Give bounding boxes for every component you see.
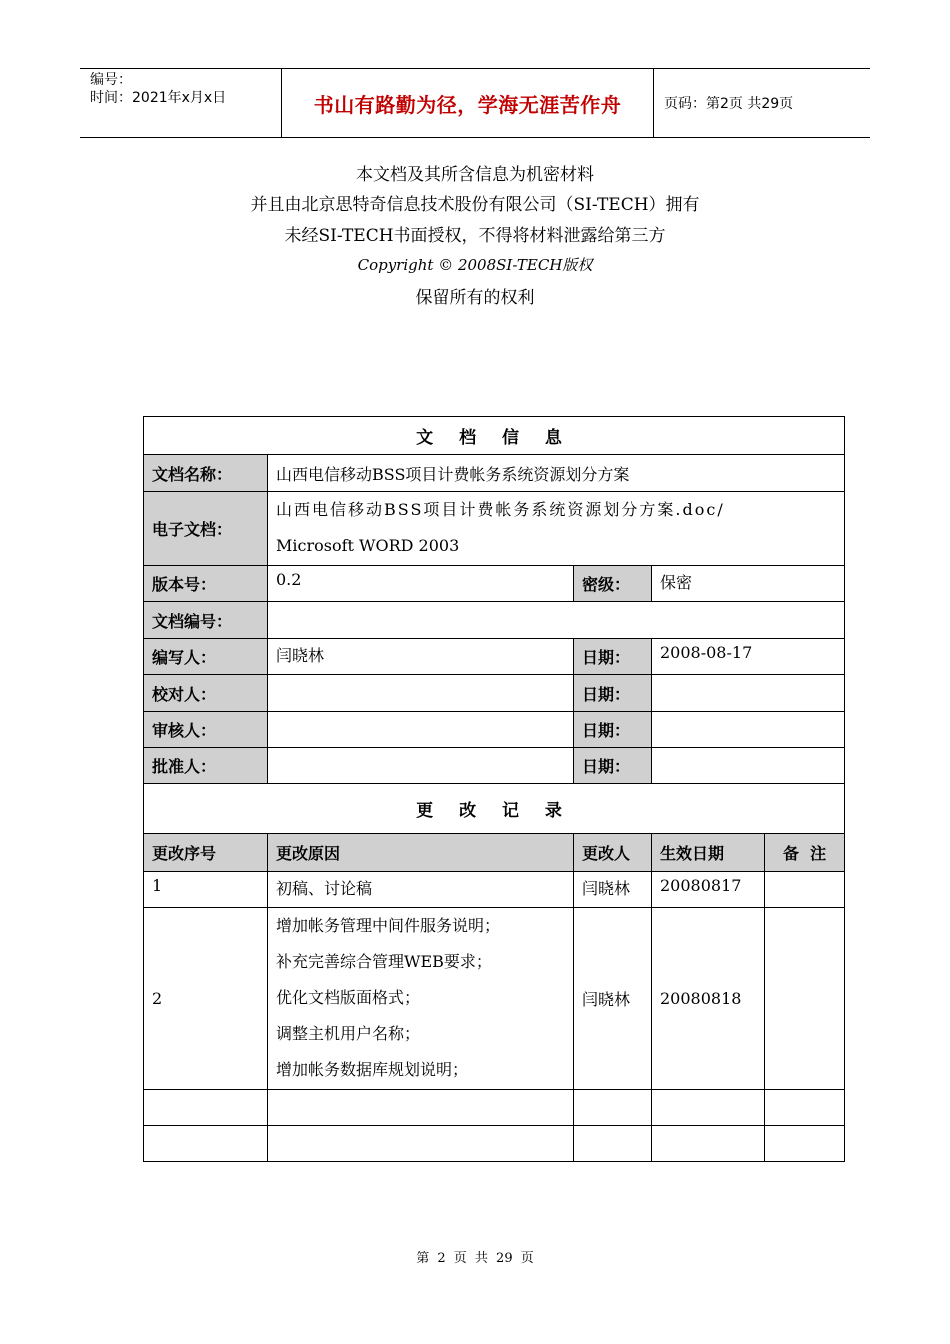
page-info: 页码：第2页 共29页 [664, 96, 794, 112]
number-label: 编号： [90, 72, 132, 88]
table-row [144, 1090, 845, 1126]
effective-date: 20080818 [652, 908, 765, 1090]
motto-text: 书山有路勤为径，学海无涯苦作舟 [313, 92, 622, 117]
change-no: 1 [144, 872, 268, 908]
reviewer-value [268, 712, 574, 748]
empty-cell [652, 1126, 765, 1162]
secret-level-label: 密级： [574, 566, 652, 602]
changer: 闫晓林 [574, 908, 652, 1090]
confidential-line-3: 未经SI-TECH书面授权，不得将材料泄露给第三方 [284, 226, 666, 246]
secret-level-value: 保密 [652, 566, 845, 602]
empty-cell [268, 1090, 574, 1126]
change-reason-item: 增加帐务管理中间件服务说明； [276, 916, 501, 935]
reviewer-date-label: 日期： [574, 712, 652, 748]
author-date-label: 日期： [574, 639, 652, 675]
change-reason-item: 增加帐务数据库规划说明； [276, 1060, 469, 1079]
approver-date-value [652, 748, 845, 784]
empty-cell [574, 1090, 652, 1126]
table-row [144, 1126, 845, 1162]
empty-cell [268, 1126, 574, 1162]
doc-number-value [268, 602, 845, 639]
empty-cell [652, 1090, 765, 1126]
header-motto-cell [282, 69, 654, 137]
col-header-remarks: 备 注 [765, 834, 845, 872]
empty-cell [574, 1126, 652, 1162]
checker-value [268, 675, 574, 712]
author-date-value: 2008-08-17 [652, 639, 845, 675]
document-info-table [143, 416, 845, 1162]
col-header-effective-date: 生效日期 [652, 834, 765, 872]
change-reason: 初稿、讨论稿 [268, 872, 574, 908]
change-no: 2 [144, 908, 268, 1090]
remarks [765, 872, 845, 908]
change-reason [268, 908, 574, 1090]
reviewer-date-value [652, 712, 845, 748]
approver-value [268, 748, 574, 784]
copyright-line: Copyright © 2008SI-TECH版权 [357, 256, 593, 274]
empty-cell [144, 1090, 268, 1126]
reviewer-label: 审核人： [144, 712, 268, 748]
header-page-cell [654, 69, 870, 137]
doc-name-label: 文档名称： [144, 455, 268, 492]
approver-label: 批准人： [144, 748, 268, 784]
checker-date-label: 日期： [574, 675, 652, 712]
col-header-changer: 更改人 [574, 834, 652, 872]
page-header [80, 68, 870, 138]
electronic-doc-value [268, 492, 845, 566]
confidential-line-1: 本文档及其所含信息为机密材料 [356, 165, 594, 185]
electronic-doc-label: 电子文档： [144, 492, 268, 566]
change-reason-item: 调整主机用户名称； [276, 1024, 421, 1043]
checker-date-value [652, 675, 845, 712]
author-value: 闫晓林 [268, 639, 574, 675]
change-log-title: 更 改 记 录 [144, 784, 845, 834]
confidential-line-2: 并且由北京思特奇信息技术股份有限公司（SI-TECH）拥有 [250, 195, 700, 215]
time-label: 时间：2021年x月x日 [90, 90, 227, 106]
effective-date: 20080817 [652, 872, 765, 908]
empty-cell [765, 1090, 845, 1126]
change-reason-item: 补充完善综合管理WEB要求； [276, 952, 492, 971]
confidential-line-5: 保留所有的权利 [415, 288, 535, 308]
empty-cell [765, 1126, 845, 1162]
col-header-change-no: 更改序号 [144, 834, 268, 872]
col-header-change-reason: 更改原因 [268, 834, 574, 872]
author-label: 编写人： [144, 639, 268, 675]
electronic-doc-filename: 山西电信移动BSS项目计费帐务系统资源划分方案.doc/ [276, 500, 725, 519]
header-meta-cell [80, 69, 282, 137]
approver-date-label: 日期： [574, 748, 652, 784]
changer: 闫晓林 [574, 872, 652, 908]
electronic-doc-format: Microsoft WORD 2003 [276, 536, 460, 555]
doc-number-label: 文档编号： [144, 602, 268, 639]
remarks [765, 908, 845, 1090]
doc-info-title: 文 档 信 息 [144, 417, 845, 455]
empty-cell [144, 1126, 268, 1162]
table-row [144, 908, 845, 1090]
version-value: 0.2 [268, 566, 574, 602]
page-footer: 第 2 页 共 29 页 [416, 1251, 534, 1266]
doc-name-value: 山西电信移动BSS项目计费帐务系统资源划分方案 [268, 455, 845, 492]
checker-label: 校对人： [144, 675, 268, 712]
table-row [144, 872, 845, 908]
version-label: 版本号： [144, 566, 268, 602]
change-reason-item: 优化文档版面格式； [276, 988, 421, 1007]
